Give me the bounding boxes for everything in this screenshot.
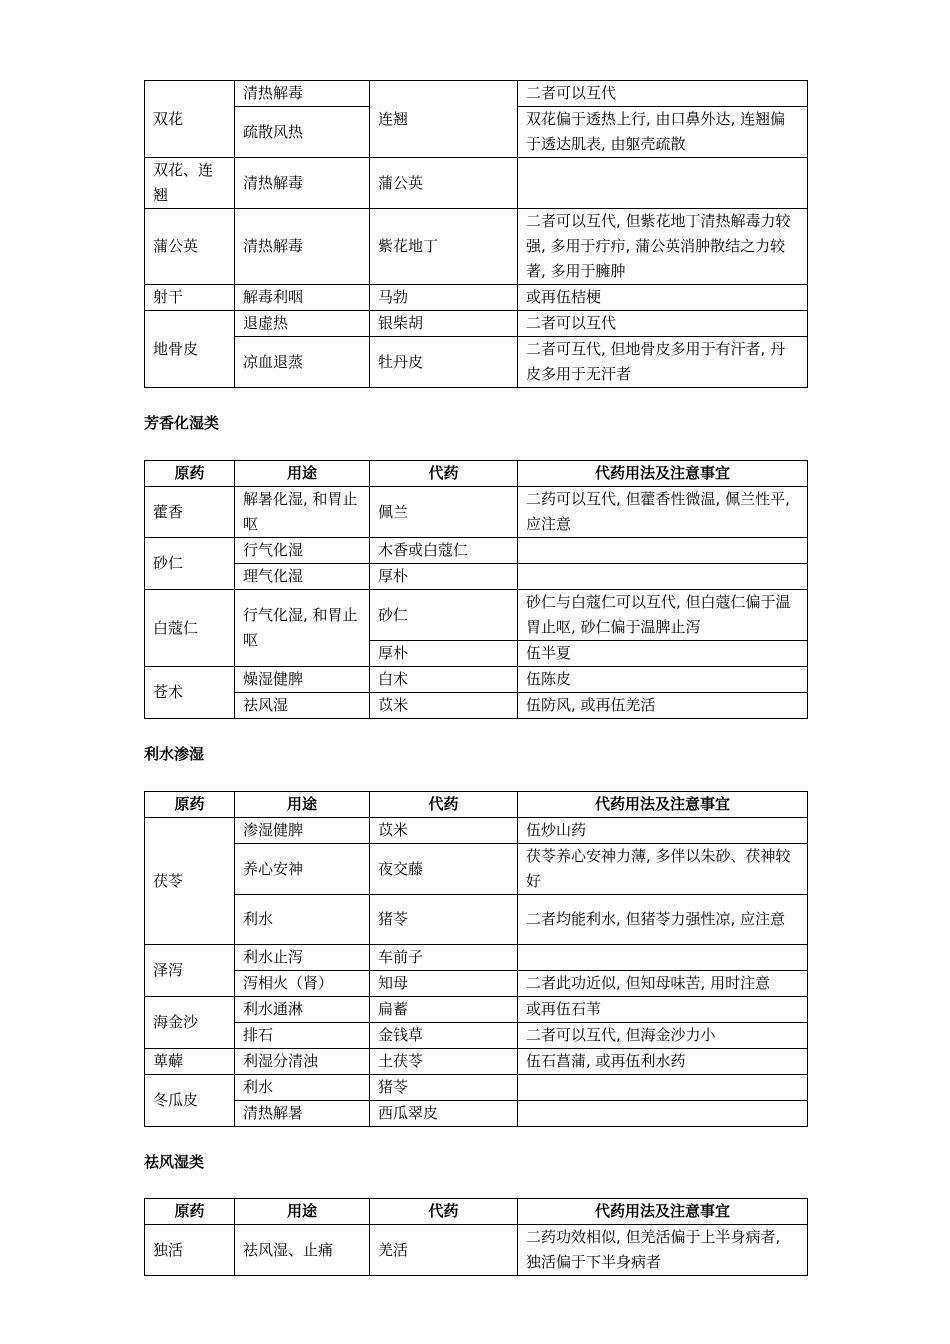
table-row [145,1049,808,1075]
cell-note: 二药功效相似, 但羌活偏于上半身病者, 独活偏于下半身病者 [518,1225,808,1276]
table-diuretic [144,791,808,1127]
cell-note: 双花偏于透热上行, 由口鼻外达, 连翘偏于透达肌表, 由躯壳疏散 [518,107,808,158]
cell-usage: 退虚热 [235,311,370,337]
cell-note: 二者均能利水, 但猪苓力强性凉, 应注意 [518,895,808,945]
header-usage: 用途 [235,792,370,818]
cell-original-drug: 射干 [145,285,235,311]
cell-note [518,1075,808,1101]
header-note: 代药用法及注意事宜 [518,792,808,818]
cell-original-drug: 藿香 [145,487,235,538]
header-substitute: 代药 [370,461,518,487]
cell-usage: 行气化湿 [235,538,370,564]
header-usage: 用途 [235,1199,370,1225]
cell-note: 伍炒山药 [518,818,808,844]
table-row [145,209,808,285]
cell-note: 伍半夏 [518,641,808,667]
cell-usage: 清热解毒 [235,81,370,107]
table-row [145,818,808,844]
cell-note: 或再伍石苇 [518,997,808,1023]
cell-note: 伍石菖蒲, 或再伍利水药 [518,1049,808,1075]
table-header-row [145,792,808,818]
table-aromatic [144,460,808,719]
cell-substitute: 猪苓 [370,1075,518,1101]
cell-original-drug: 砂仁 [145,538,235,590]
cell-note: 茯苓养心安神力薄, 多伴以朱砂、茯神较好 [518,844,808,895]
section-heading-wind-damp: 祛风湿类 [144,1153,205,1171]
cell-substitute: 牡丹皮 [370,337,518,388]
cell-substitute: 土茯苓 [370,1049,518,1075]
cell-note [518,564,808,590]
table-row [145,538,808,564]
cell-note [518,158,808,209]
cell-substitute: 砂仁 [370,590,518,641]
cell-substitute: 连翘 [370,81,518,158]
cell-note: 二药可以互代, 但藿香性微温, 佩兰性平, 应注意 [518,487,808,538]
cell-substitute: 紫花地丁 [370,209,518,285]
table-row [145,487,808,538]
cell-substitute: 木香或白蔻仁 [370,538,518,564]
cell-original-drug: 冬瓜皮 [145,1075,235,1127]
cell-original-drug: 泽泻 [145,945,235,997]
cell-usage: 祛风湿、止痛 [235,1225,370,1276]
table-row [145,1075,808,1101]
cell-substitute: 金钱草 [370,1023,518,1049]
table-wind-damp [144,1198,808,1276]
cell-original-drug: 双花 [145,81,235,158]
cell-substitute: 西瓜翠皮 [370,1101,518,1127]
header-usage: 用途 [235,461,370,487]
header-substitute: 代药 [370,792,518,818]
table-row [145,564,808,590]
cell-substitute: 车前子 [370,945,518,971]
cell-usage: 渗湿健脾 [235,818,370,844]
cell-substitute: 厚朴 [370,641,518,667]
table-row [145,311,808,337]
table-row [145,971,808,997]
cell-usage: 解暑化湿, 和胃止呕 [235,487,370,538]
table-row [145,693,808,719]
cell-usage: 利湿分清浊 [235,1049,370,1075]
cell-usage: 清热解毒 [235,209,370,285]
cell-usage: 清热解毒 [235,158,370,209]
cell-note [518,1101,808,1127]
cell-usage: 利水 [235,895,370,945]
cell-note [518,945,808,971]
cell-original-drug: 海金沙 [145,997,235,1049]
cell-substitute: 白术 [370,667,518,693]
table-header-row [145,461,808,487]
cell-usage: 行气化湿, 和胃止呕 [235,590,370,667]
cell-substitute: 知母 [370,971,518,997]
cell-substitute: 银柴胡 [370,311,518,337]
table-row [145,997,808,1023]
cell-substitute: 厚朴 [370,564,518,590]
table-row [145,667,808,693]
cell-usage: 利水止泻 [235,945,370,971]
cell-note: 二者此功近似, 但知母味苦, 用时注意 [518,971,808,997]
cell-note: 伍防风, 或再伍羌活 [518,693,808,719]
cell-substitute: 蒲公英 [370,158,518,209]
cell-note: 或再伍桔梗 [518,285,808,311]
table-row [145,945,808,971]
cell-original-drug: 双花、连翘 [145,158,235,209]
cell-usage: 凉血退蒸 [235,337,370,388]
header-substitute: 代药 [370,1199,518,1225]
table-row [145,844,808,895]
header-original-drug: 原药 [145,792,235,818]
cell-note: 砂仁与白蔻仁可以互代, 但白蔻仁偏于温胃止呕, 砂仁偏于温脾止泻 [518,590,808,641]
cell-note: 二者可以互代 [518,311,808,337]
section-heading-diuretic: 利水渗湿 [144,745,205,763]
cell-substitute: 羌活 [370,1225,518,1276]
cell-usage: 燥湿健脾 [235,667,370,693]
cell-usage: 清热解暑 [235,1101,370,1127]
table-row [145,337,808,388]
table-row [145,590,808,641]
cell-original-drug: 苍术 [145,667,235,719]
cell-note: 二者可以互代, 但海金沙力小 [518,1023,808,1049]
cell-original-drug: 蒲公英 [145,209,235,285]
table-row [145,81,808,107]
table-row [145,1023,808,1049]
table-row [145,158,808,209]
cell-usage: 理气化湿 [235,564,370,590]
cell-note: 二者可互代, 但地骨皮多用于有汗者, 丹皮多用于无汗者 [518,337,808,388]
table-row [145,1101,808,1127]
header-note: 代药用法及注意事宜 [518,461,808,487]
cell-substitute: 夜交藤 [370,844,518,895]
cell-note: 二者可以互代, 但紫花地丁清热解毒力较强, 多用于疔疖, 蒲公英消肿散结之力较著, 多用于臃肿 [518,209,808,285]
table-heat-clearing [144,80,808,388]
cell-usage: 利水 [235,1075,370,1101]
table-row [145,285,808,311]
cell-substitute: 苡米 [370,818,518,844]
header-original-drug: 原药 [145,1199,235,1225]
cell-substitute: 扁蓄 [370,997,518,1023]
cell-usage: 解毒利咽 [235,285,370,311]
header-note: 代药用法及注意事宜 [518,1199,808,1225]
table-header-row [145,1199,808,1225]
cell-note: 二者可以互代 [518,81,808,107]
cell-usage: 排石 [235,1023,370,1049]
cell-usage: 利水通淋 [235,997,370,1023]
cell-substitute: 猪苓 [370,895,518,945]
header-original-drug: 原药 [145,461,235,487]
cell-note [518,538,808,564]
cell-usage: 养心安神 [235,844,370,895]
cell-substitute: 马勃 [370,285,518,311]
cell-usage: 祛风湿 [235,693,370,719]
cell-substitute: 苡米 [370,693,518,719]
cell-note: 伍陈皮 [518,667,808,693]
table-row [145,895,808,945]
section-heading-aromatic: 芳香化湿类 [144,414,220,432]
cell-original-drug: 地骨皮 [145,311,235,388]
table-row [145,1225,808,1276]
cell-original-drug: 白蔻仁 [145,590,235,667]
cell-original-drug: 萆薢 [145,1049,235,1075]
cell-substitute: 佩兰 [370,487,518,538]
cell-usage: 泻相火（肾） [235,971,370,997]
cell-original-drug: 独活 [145,1225,235,1276]
cell-original-drug: 茯苓 [145,818,235,945]
cell-usage: 疏散风热 [235,107,370,158]
